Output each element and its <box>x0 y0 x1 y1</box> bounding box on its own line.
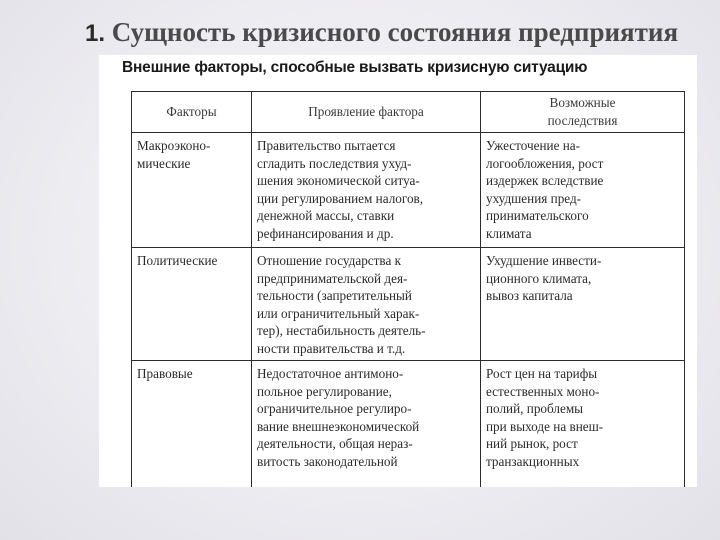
table-row <box>132 361 685 488</box>
consequences-cell: Рост цен на тарифы естественных моно- полий, проблемы при выходе на внеш- ний рынок, рост транзакционных <box>481 361 685 488</box>
manifestation-cell: Правительство пытается сгладить последствия ухуд- шения экономической ситуа- ции регулированием налогов, денежной массы, ставки рефинансирования и др. <box>252 133 481 248</box>
consequences-cell: Ухудшение инвести- ционного климата, вывоз капитала <box>481 248 685 361</box>
table-header-row <box>132 92 685 133</box>
header-consequences: Возможные последствия <box>481 92 685 133</box>
slide-number: 1. <box>85 20 106 47</box>
slide-title-text: Сущность кризисного состояния предприятия <box>111 17 679 47</box>
table-caption: Внешние факторы, способные вызвать кризисную ситуацию <box>122 59 588 76</box>
manifestation-cell: Отношение государства к предпринимательской дея- тельности (запретительный или ограничительный харак- тер), нестабильность деятель- ности правительства и т.д. <box>252 248 481 361</box>
header-manifestation: Проявление фактора <box>252 92 481 133</box>
manifestation-cell: Недостаточное антимоно- польное регулирование, ограничительное регулиро- вание внешнеэкономической деятельности, общая нераз- витость законодательной <box>252 361 481 488</box>
factor-cell: Правовые <box>132 361 252 488</box>
factor-cell: Политические <box>132 248 252 361</box>
factors-table <box>131 91 685 487</box>
header-factors: Факторы <box>132 92 252 133</box>
factor-cell: Макроэконо- мические <box>132 133 252 248</box>
scanned-table-image <box>99 55 697 487</box>
table-row <box>132 248 685 361</box>
slide-title <box>85 16 715 50</box>
table-row <box>132 133 685 248</box>
consequences-cell: Ужесточение на- логообложения, рост издержек вследствие ухудшения пред- принимательского климата <box>481 133 685 248</box>
